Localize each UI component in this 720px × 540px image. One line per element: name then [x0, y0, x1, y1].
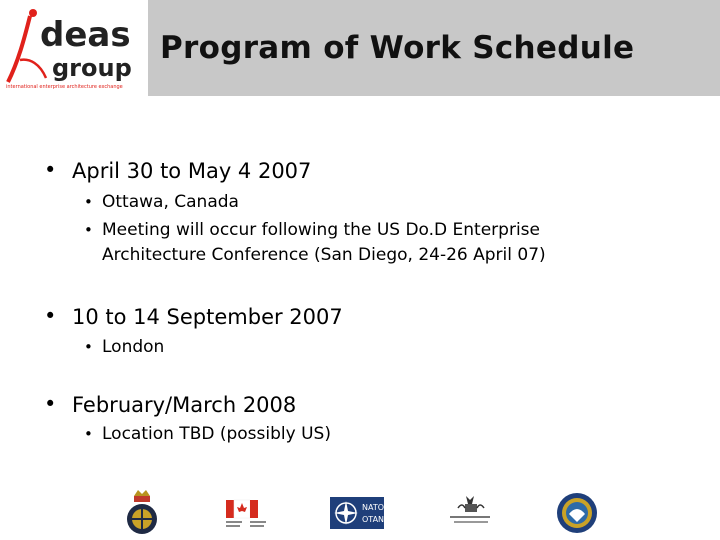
sub-bullet-2-1: London: [102, 337, 165, 357]
sub-bullet-dot: •: [84, 193, 93, 211]
bullet-dot: •: [44, 392, 57, 416]
page-title: Program of Work Schedule: [160, 30, 635, 66]
sub-bullet-3-1: Location TBD (possibly US): [102, 424, 331, 444]
canada-flag-icon: [222, 498, 284, 528]
sub-bullet-1-1: Ottawa, Canada: [102, 192, 239, 212]
nato-text: NATO: [362, 503, 384, 512]
sub-bullet-dot: •: [84, 221, 93, 239]
sub-bullet-1-2: Meeting will occur following the US Do.D Enterprise: [102, 220, 540, 240]
australia-crest-icon: [446, 494, 496, 528]
logo-tagline: international enterprise architecture exchange: [6, 84, 123, 90]
logo-word-bottom: group: [52, 54, 132, 82]
nato-logo-icon: [330, 497, 384, 529]
bullet-item-2: 10 to 14 September 2007: [72, 305, 343, 329]
sub-bullet-1-2-cont: Architecture Conference (San Diego, 24-26 April 07): [102, 245, 546, 265]
uk-mod-crest-icon: [122, 488, 162, 538]
bullet-item-3: February/March 2008: [72, 393, 297, 417]
bullet-dot: •: [44, 158, 57, 182]
sub-bullet-dot: •: [84, 338, 93, 356]
sub-bullet-dot: •: [84, 425, 93, 443]
us-dod-seal-icon: [556, 492, 598, 534]
otan-text: OTAN: [362, 515, 384, 524]
bullet-dot: •: [44, 304, 57, 328]
logo-word-top: deas: [40, 15, 131, 55]
bullet-item-1: April 30 to May 4 2007: [72, 159, 312, 183]
